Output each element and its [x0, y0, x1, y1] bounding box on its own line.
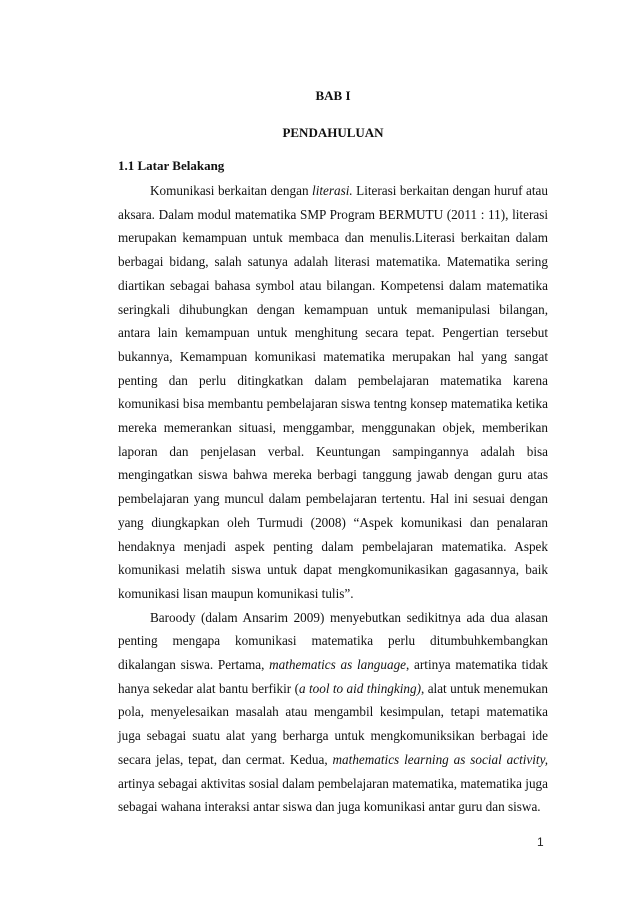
- paragraph-2-text-2: , artinya matematika tidak hanya sekedar alat bantu berfikir (: [118, 657, 548, 696]
- paragraph-1: [118, 179, 548, 606]
- paragraph-1-text-1: Komunikasi berkaitan dengan: [150, 183, 313, 198]
- chapter-heading: BAB I: [315, 88, 351, 103]
- section-heading: 1.1 Latar Belakang: [118, 158, 225, 173]
- paragraph-2-text-1: Baroody (dalam Ansarim 2009) menyebutkan sedikitnya ada dua alasan penting mengapa komunikasi matematika perlu ditumbuhkembangkan dikalangan siswa. Pertama,: [118, 609, 548, 673]
- paragraph-2-italic-3: mathematics learning as social activity,: [332, 751, 549, 767]
- chapter-title: PENDAHULUAN: [282, 125, 384, 140]
- document-body: [118, 88, 548, 819]
- paragraph-2-italic-2: a tool to aid thingking): [299, 680, 421, 696]
- page-number: 1: [537, 835, 544, 849]
- paragraph-2: [118, 606, 548, 819]
- paragraph-2-text-4: artinya sebagai aktivitas sosial dalam pembelajaran matematika, matematika juga sebagai wahana interaksi antar siswa dan juga komunikasi antar guru dan siswa.: [118, 775, 548, 815]
- paragraph-2-text-3: , alat untuk menemukan pola, menyelesaikan masalah atau mengambil kesimpulan, tetapi matematika juga sebagai suatu alat yang berharga untuk mengkomuniksikan berbagai ide secara jelas, tepat, dan cermat. Kedua,: [118, 680, 548, 767]
- paragraph-1-italic-1: literasi.: [312, 183, 353, 198]
- paragraph-2-italic-1: mathematics as language: [269, 657, 407, 673]
- paragraph-1-text-2: Literasi berkaitan dengan huruf atau aksara. Dalam modul matematika SMP Program BERMUTU (2011 : 11), literasi merupakan kemampuan untuk membaca dan menulis.Literasi berkaitan dalam berbagai bidang, salah satunya adalah literasi matematika. Matematika sering diartikan sebagai bahasa symbol atau bilangan. Kompetensi dalam matematika seringkali dihubungkan dengan kemampuan untuk memanipulasi bilangan, antara lain kemampuan untuk menghitung secara tepat. Pengertian tersebut bukannya, Kemampuan komunikasi matematika merupakan hal yang sangat penting dan perlu ditingkatkan dalam pembelajaran matematika karena komunikasi bisa membantu pembelajaran siswa tentng konsep matematika ketika mereka memerankan situasi, menggambar, menggunakan objek, memberikan laporan dan penjelasan verbal. Keuntungan sampingannya adalah bisa mengingatkan siswa bahwa mereka berbagi tanggung jawab dengan guru atas pembelajaran yang muncul dalam pembelajaran tertentu. Hal ini sesuai dengan yang diungkapkan oleh Turmudi (2008) “Aspek komunikasi dan penalaran hendaknya menjadi aspek penting dalam pembelajaran matematika. Aspek komunikasi melatih siswa untuk dapat mengkomunikasikan gagasannya, baik komunikasi lisan maupun komunikasi tulis”.: [118, 183, 548, 601]
